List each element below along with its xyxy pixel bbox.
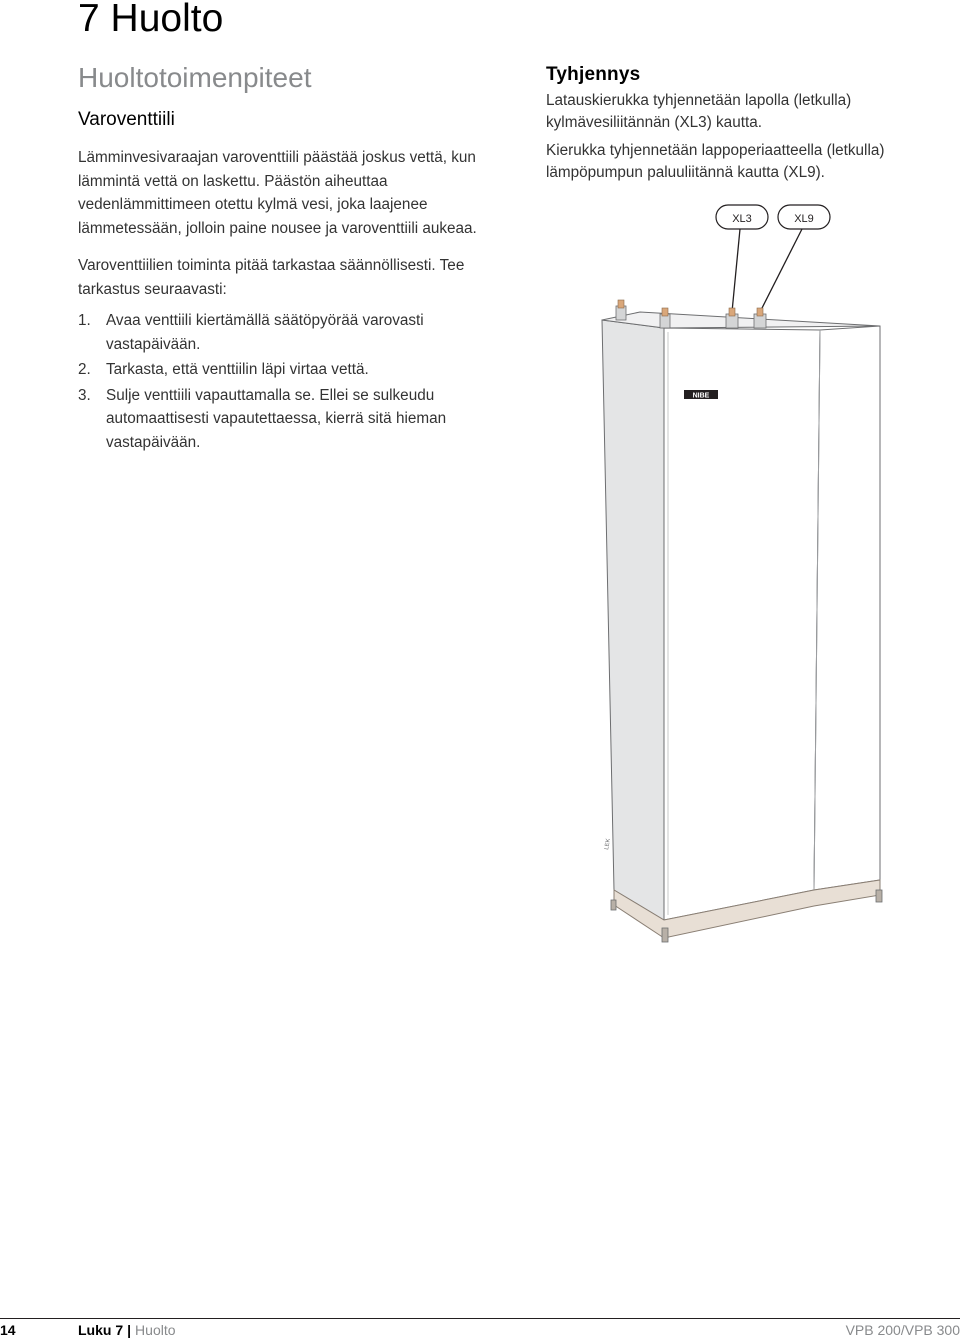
paragraph-safety-valve: Lämminvesivaraajan varoventtiili päästää joskus vettä, kun lämmintä vettä on laskettu. Päästön aiheuttaa vedenlämmittimeen otettu kylmä vesi, joka laajenee lämmetessään, jolloin paine nousee ja varoventtiili aukeaa. (78, 149, 477, 237)
pipe-tip-xl9 (757, 308, 763, 316)
left-column (78, 60, 506, 456)
pipe-tip-xl3 (729, 308, 735, 316)
step-item (78, 358, 506, 382)
leader-line-xl3 (732, 229, 740, 312)
leader-line-xl9 (760, 229, 802, 312)
draining-paragraph-xl3: Latauskierukka tyhjennetään lapolla (letkulla) kylmävesiliitännän (XL3) kautta. (546, 92, 852, 131)
chapter-title (78, 0, 223, 42)
footer-rule (0, 1318, 960, 1319)
chapter-number: 7 (78, 0, 100, 40)
step-text: Sulje venttiili vapauttamalla se. Ellei se sulkeudu automaattisesti vapautettaessa, kierrä sitä hieman vastapäivään. (106, 386, 447, 451)
pipe-tip-1 (618, 300, 624, 308)
cabinet-side-panel (602, 320, 664, 920)
footer-separator: | (127, 1322, 132, 1338)
foot-right (876, 890, 882, 902)
step-number: 1. (78, 312, 91, 329)
cabinet-front-right (814, 326, 880, 890)
step-number: 3. (78, 386, 91, 404)
water-heater-drawing (580, 200, 910, 960)
step-text: Tarkasta, että venttiilin läpi virtaa vettä. (106, 361, 369, 378)
footer-model: VPB 200/VPB 300 (845, 1322, 960, 1338)
cabinet-top (602, 312, 880, 328)
chapter-name: Huolto (110, 0, 224, 40)
footer-chapter (78, 1322, 176, 1338)
brand-logo-text: NIBE (692, 392, 710, 400)
cabinet-front-left (664, 328, 820, 920)
section-title: Huoltotoimenpiteet (78, 62, 312, 93)
footer-chapter-label: Luku 7 (78, 1322, 124, 1338)
draining-paragraph-xl9: Kierukka tyhjennetään lappoperiaatteella (letkulla) lämpöpumpun paluuliitännä kautta (XL9). (546, 142, 885, 181)
draining-title: Tyhjennys (546, 64, 641, 85)
step-item (78, 384, 506, 455)
paragraph-inspection: Varoventtiilien toiminta pitää tarkastaa säännöllisesti. Tee tarkastus seuraavasti: (78, 257, 465, 298)
foot-left (611, 900, 616, 910)
pipe-tip-2 (662, 308, 668, 316)
page-number: 14 (0, 1322, 16, 1338)
step-number: 2. (78, 361, 91, 378)
foot-front (662, 928, 668, 942)
right-column (546, 62, 946, 183)
step-item (78, 309, 506, 356)
label-xl9: XL9 (794, 213, 814, 225)
drawing-mark: LEK (604, 838, 612, 851)
label-xl3: XL3 (732, 213, 752, 225)
footer-chapter-name: Huolto (135, 1322, 176, 1338)
water-heater-illustration (580, 200, 910, 960)
step-text: Avaa venttiili kiertämällä säätöpyörää varovasti vastapäivään. (106, 312, 424, 353)
sub-title-safety-valve: Varoventtiili (78, 109, 175, 130)
steps-list (78, 309, 506, 454)
